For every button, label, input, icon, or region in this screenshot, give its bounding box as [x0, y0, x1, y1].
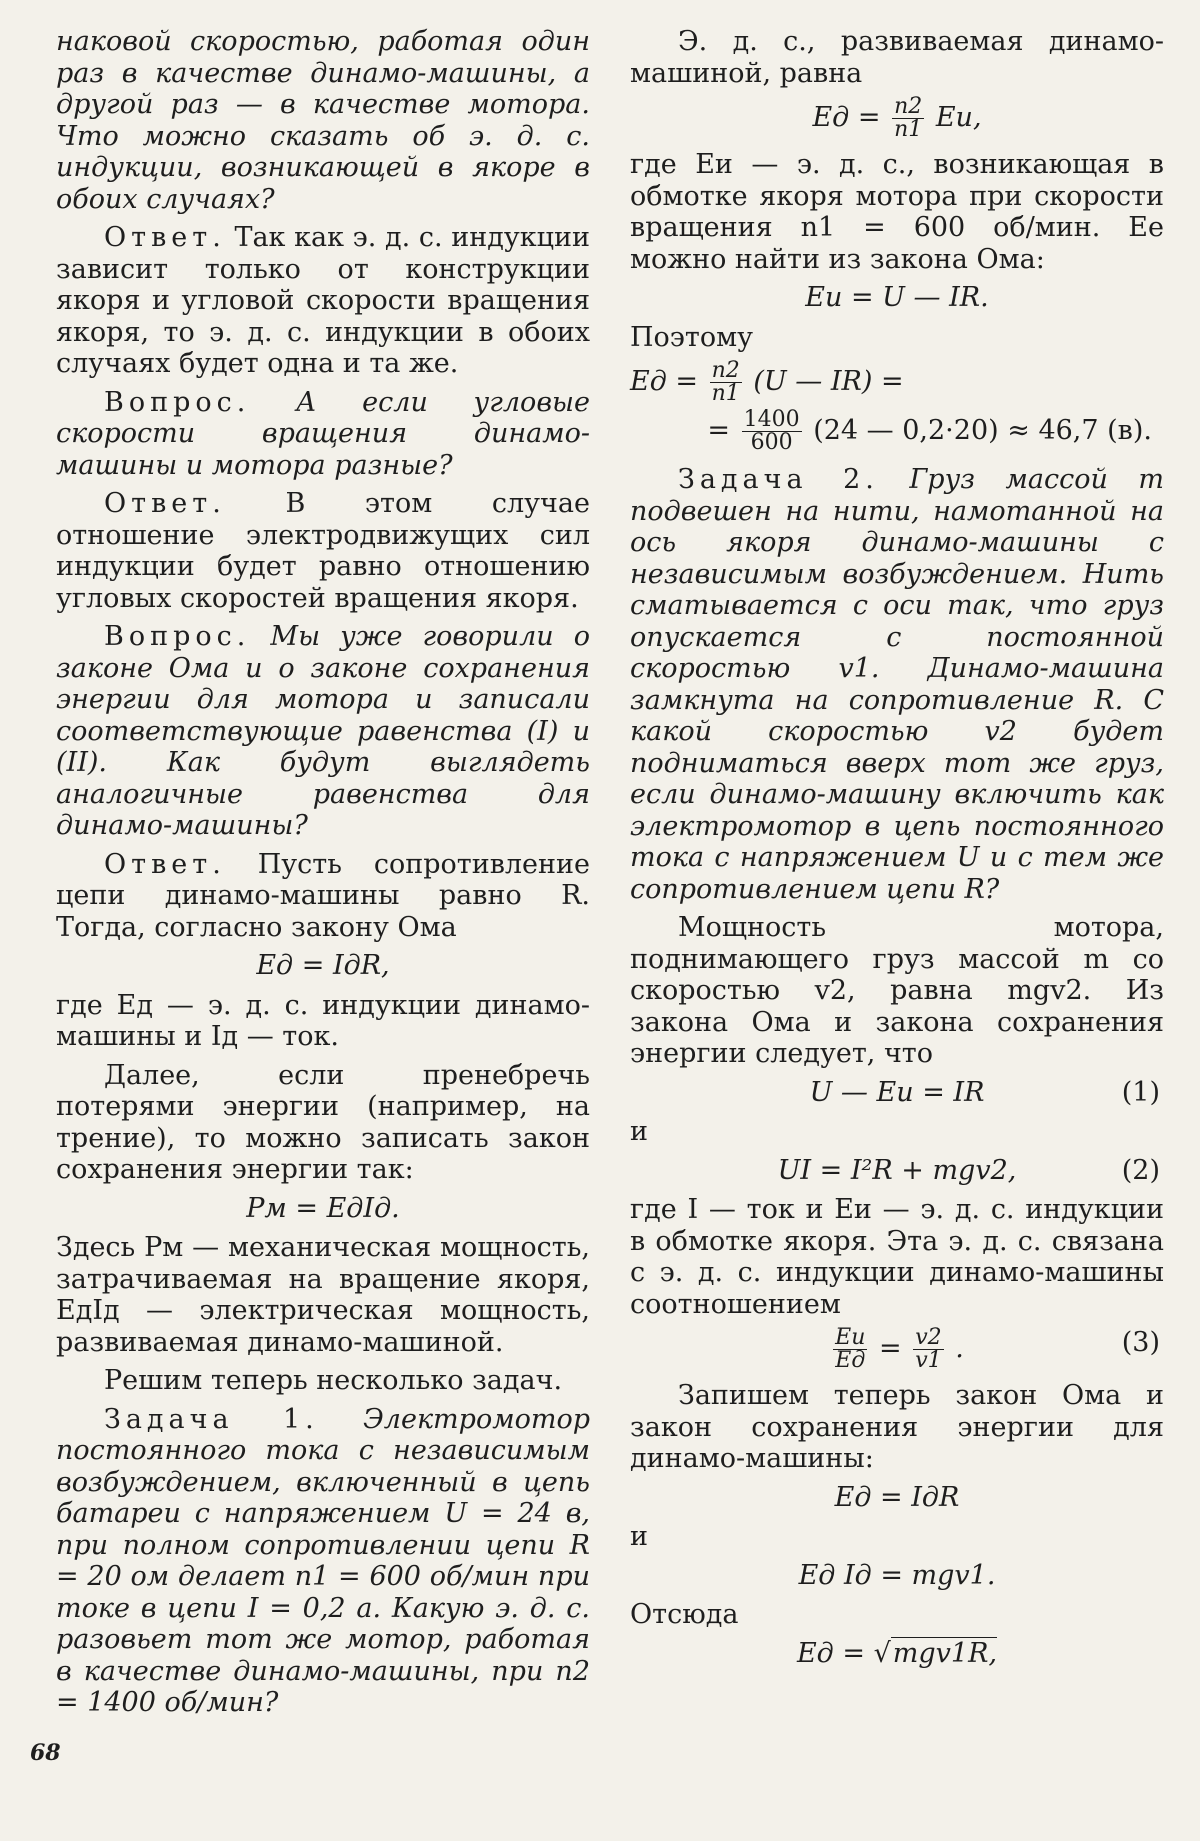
paragraph: Мощность мотора, поднимающего груз массой m со скоростью v2, равна mgv2. Из закона Ома и закона сохранения энергии следует, что — [630, 912, 1164, 1069]
fraction — [913, 1327, 943, 1372]
radicand: mgv1R, — [892, 1637, 998, 1669]
answer-text: В этом случае отношение электродвижущих сил индукции будет равно отношению угловых скоростей вращения якоря. — [56, 488, 590, 614]
emf-calculation-formula — [630, 360, 1164, 405]
paragraph: Отсюда — [630, 1599, 739, 1630]
numerator: n2 — [711, 358, 740, 383]
equation-2 — [630, 1155, 1164, 1187]
page-number: 68 — [30, 1740, 61, 1766]
equation-number: (2) — [1121, 1154, 1160, 1186]
problem-2 — [630, 464, 1164, 905]
equation-number: (3) — [1121, 1327, 1160, 1358]
equation-1 — [630, 1077, 1164, 1109]
formula-part: Eд = — [812, 102, 881, 133]
equation-3 — [630, 1327, 1164, 1372]
formula-part: (U — IR) = — [753, 366, 904, 397]
question-text: А если угловые скорости вращения динамо-машины и мотора разные? — [56, 386, 590, 481]
paragraph: Э. д. с., развиваемая динамо-машиной, равна — [630, 26, 1164, 89]
formula-part: Eд = — [630, 366, 699, 397]
answer-paragraph — [56, 488, 590, 614]
problem-text: Груз массой m подвешен на нити, намотанной на ось якоря динамо-машины с независимым возбуждением. Нить сматывается с оси так, что груз опускается с постоянной скоростью v1. Динамо-машина замкнута на сопротивление R. С какой скоростью v2 будет подниматься вверх тот же груз, если динамо-машину включить как электромотор в цепь постоянного тока с напряжением U и с тем же сопротивлением цепи R? — [630, 464, 1164, 905]
formula-part: UI = I²R + mgv2, — [777, 1154, 1017, 1186]
numerator: v2 — [915, 1325, 942, 1350]
paragraph: Решим теперь несколько задач. — [104, 1365, 563, 1396]
answer-label: Ответ. — [104, 848, 226, 880]
denominator: 600 — [750, 430, 793, 455]
numerator: Eи — [835, 1325, 866, 1350]
question-paragraph — [56, 387, 590, 482]
paragraph: Запишем теперь закон Ома и закон сохранения энергии для динамо-машины: — [630, 1380, 1164, 1474]
denominator: n1 — [894, 117, 923, 142]
emf-sqrt-formula — [630, 1638, 1164, 1670]
answer-text: Пусть сопротивление цепи динамо-машины равно R. Тогда, согласно закону Ома — [56, 848, 590, 943]
question-label: Вопрос. — [104, 621, 251, 652]
paragraph: Далее, если пренебречь потерями энергии (например, на трение), то можно записать закон сохранения энергии так: — [56, 1059, 590, 1185]
answer-paragraph — [56, 849, 590, 944]
paragraph: где Eд — э. д. с. индукции динамо-машины и Iд — ток. — [56, 989, 590, 1052]
formula-part: = — [707, 415, 730, 446]
answer-paragraph — [56, 222, 590, 380]
formula-part: . — [955, 1333, 964, 1364]
denominator: n1 — [711, 381, 740, 406]
numerator: 1400 — [743, 407, 800, 432]
energy-conservation-formula: Pм = EдIд. — [246, 1192, 400, 1224]
paragraph: Поэтому — [630, 321, 754, 353]
paragraph: и — [630, 1116, 648, 1147]
numerator: n2 — [894, 94, 923, 119]
question-label: Вопрос. — [104, 386, 251, 418]
fraction — [833, 1327, 867, 1372]
formula-part: U — Eи = IR — [809, 1076, 985, 1108]
answer-label: Ответ. — [104, 222, 226, 253]
problem-label: Задача 1. — [104, 1403, 319, 1435]
denominator: v1 — [915, 1348, 942, 1373]
paragraph: и — [630, 1521, 648, 1552]
ohm-law-dynamo-formula: Eд = IдR, — [256, 950, 390, 981]
fraction — [710, 360, 742, 405]
formula-part: Eд = √ — [796, 1637, 891, 1669]
formula-part: (24 — 0,2·20) ≈ 46,7 (в). — [813, 415, 1152, 446]
emf-result-formula — [630, 409, 1152, 454]
ohm-law-dynamo-formula-2: Eд = IдR — [834, 1481, 960, 1513]
paragraph: где Eи — э. д. с., возникающая в обмотке якоря мотора при скорости вращения n1 = 600 об/мин. Ее можно найти из закона Ома: — [630, 149, 1164, 275]
paragraph: Здесь Pм — механическая мощность, затрачиваемая на вращение якоря, EдIд — электрическая мощность, развиваемая динамо-машиной. — [56, 1232, 590, 1358]
question-text: Мы уже говорили о законе Ома и о законе сохранения энергии для мотора и записали соответствующие равенства (I) и (II). Как будут выглядеть аналогичные равенства для динамо-машины? — [56, 621, 590, 841]
question-continuation: наковой скоростью, работая один раз в качестве динамо-машины, а другой раз — в качестве мотора. Что можно сказать об э. д. с. индукции, возникающей в якоре в обоих случаях? — [56, 26, 590, 215]
emf-ratio-formula — [630, 96, 1164, 141]
equation-number: (1) — [1121, 1076, 1160, 1108]
fraction — [892, 96, 924, 141]
fraction — [742, 409, 802, 454]
formula-part: = — [878, 1333, 902, 1364]
right-column — [630, 26, 1164, 1677]
denominator: Eд — [835, 1348, 866, 1373]
question-paragraph — [56, 621, 590, 842]
answer-label: Ответ. — [104, 488, 226, 519]
paragraph: где I — ток и Eи — э. д. с. индукции в обмотке якоря. Эта э. д. с. связана с э. д. с. индукции динамо-машины соотношением — [630, 1194, 1164, 1320]
answer-text: Так как э. д. с. индукции зависит только от конструкции якоря и угловой скорости вращения якоря, то э. д. с. индукции в обоих случаях будет одна и та же. — [56, 222, 590, 379]
formula-part: Eи, — [935, 102, 982, 133]
problem-text: Электромотор постоянного тока с независимым возбуждением, включенный в цепь батареи с напряжением U = 24 в, при полном сопротивлении цепи R = 20 ом делает n1 = 600 об/мин при токе в цепи I = 0,2 а. Какую э. д. с. разовьет тот же мотор, работая в качестве динамо-машины, при n2 = 1400 об/мин? — [56, 1403, 590, 1718]
problem-1 — [56, 1404, 590, 1719]
energy-conservation-formula-2: Eд Iд = mgv1. — [798, 1559, 996, 1591]
ohm-law-motor-formula: Eи = U — IR. — [805, 282, 989, 313]
left-column — [56, 26, 590, 1726]
problem-label: Задача 2. — [678, 464, 879, 495]
